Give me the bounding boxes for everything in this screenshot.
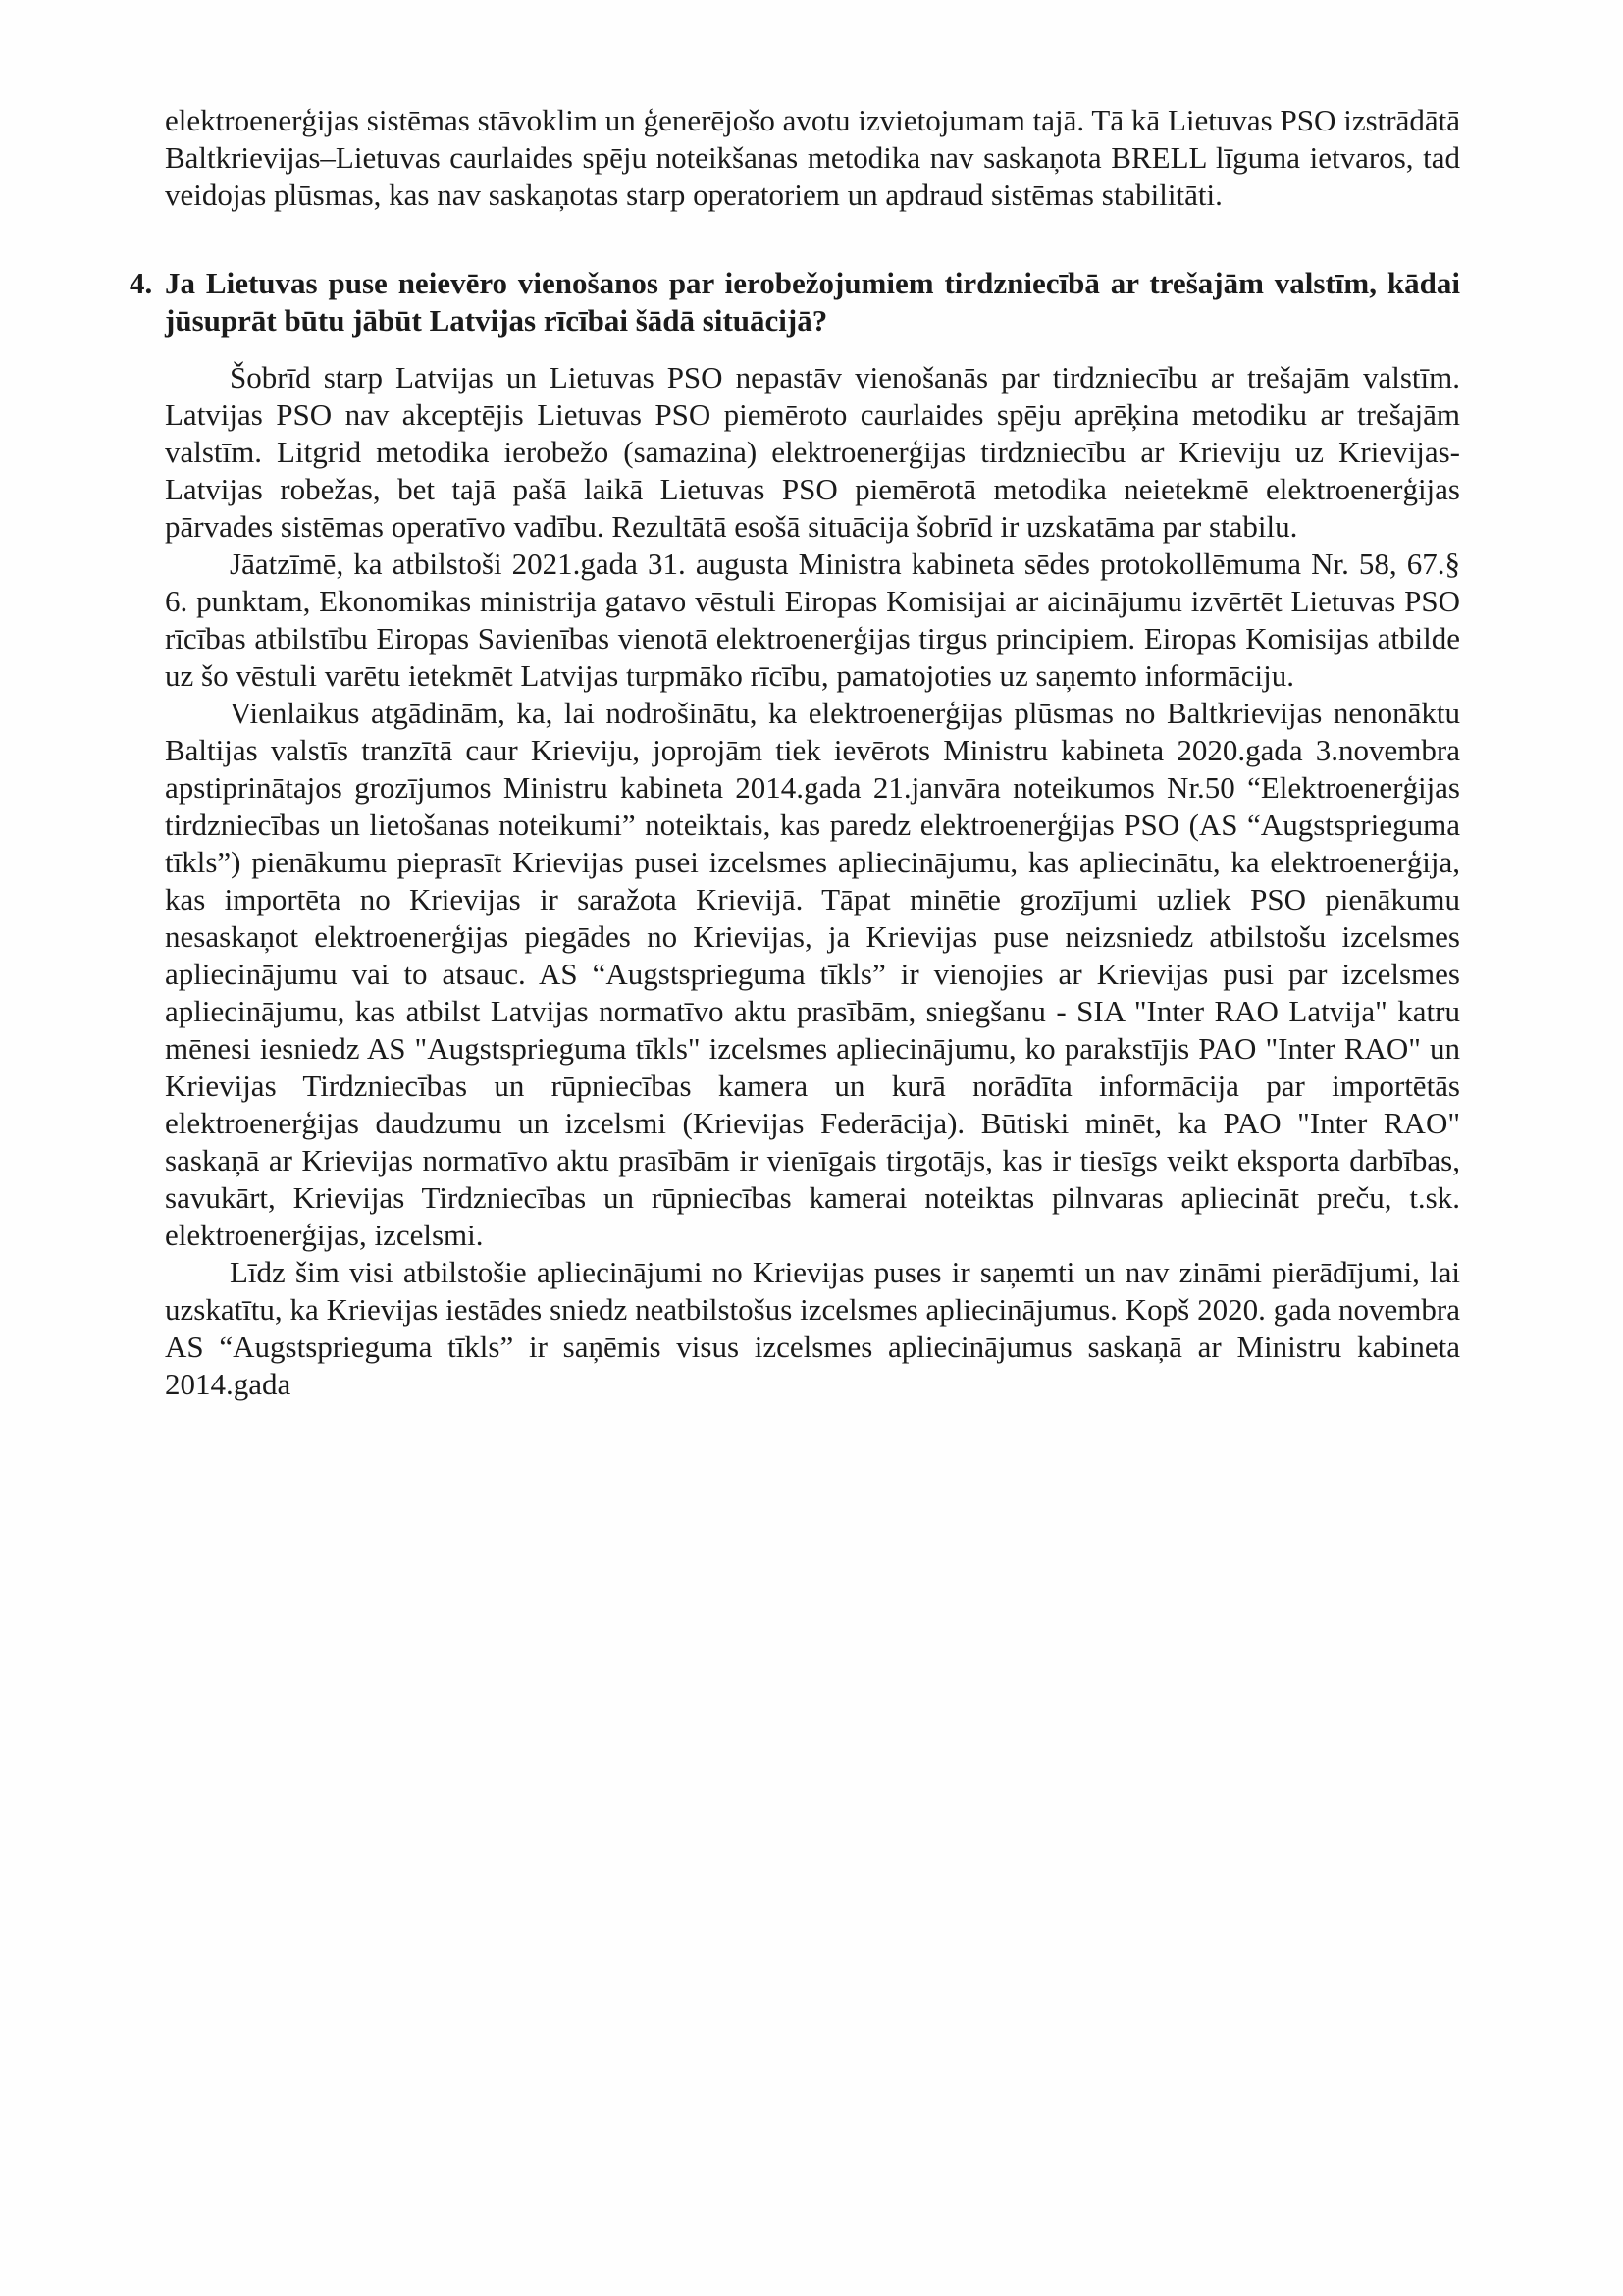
question-number: 4.	[130, 266, 153, 300]
question-text: Ja Lietuvas puse neievēro vienošanos par ierobežojumiem tirdzniecībā ar trešajām valstīm, kādai jūsuprāt būtu jābūt Latvijas rīcībai šādā situācijā?	[165, 266, 1460, 338]
question-heading	[130, 265, 1460, 339]
body-paragraph-1: Šobrīd starp Latvijas un Lietuvas PSO nepastāv vienošanās par tirdzniecību ar trešajām valstīm. Latvijas PSO nav akceptējis Lietuvas PSO piemēroto caurlaides spēju aprēķina metodiku ar trešajām valstīm. Litgrid metodika ierobežo (samazina) elektroenerģijas tirdzniecību ar Krieviju uz Krievijas-Latvijas robežas, bet tajā pašā laikā Lietuvas PSO piemērotā metodika neietekmē elektroenerģijas pārvades sistēmas operatīvo vadību. Rezultātā esošā situācija šobrīd ir uzskatāma par stabilu.	[165, 360, 1460, 544]
intro-paragraph: elektroenerģijas sistēmas stāvoklim un ģenerējošo avotu izvietojumam tajā. Tā kā Lietuvas PSO izstrādātā Baltkrievijas–Lietuvas caurlaides spēju noteikšanas metodika nav saskaņota BRELL līguma ietvaros, tad veidojas plūsmas, kas nav saskaņotas starp operatoriem un apdraud sistēmas stabilitāti.	[165, 103, 1460, 212]
body-paragraph-3: Vienlaikus atgādinām, ka, lai nodrošinātu, ka elektroenerģijas plūsmas no Baltkrievijas nenonāktu Baltijas valstīs tranzītā caur Krieviju, joprojām tiek ievērots Ministru kabineta 2020.gada 3.novembra apstiprinātajos grozījumos Ministru kabineta 2014.gada 21.janvāra noteikumos Nr.50 “Elektroenerģijas tirdzniecības un lietošanas noteikumi” noteiktais, kas paredz elektroenerģijas PSO (AS “Augstsprieguma tīkls”) pienākumu pieprasīt Krievijas pusei izcelsmes apliecinājumu, kas apliecinātu, ka elektroenerģija, kas importēta no Krievijas ir saražota Krievijā. Tāpat minētie grozījumi uzliek PSO pienākumu nesaskaņot elektroenerģijas piegādes no Krievijas, ja Krievijas puse neizsniedz atbilstošu izcelsmes apliecinājumu vai to atsauc. AS “Augstsprieguma tīkls” ir vienojies ar Krievijas pusi par izcelsmes apliecinājumu, kas atbilst Latvijas normatīvo aktu prasībām, sniegšanu - SIA "Inter RAO Latvija" katru mēnesi iesniedz AS "Augstsprieguma tīkls" izcelsmes apliecinājumu, ko parakstījis PAO "Inter RAO" un Krievijas Tirdzniecības un rūpniecības kamera un kurā norādīta informācija par importētās elektroenerģijas daudzumu un izcelsmi (Krievijas Federācija). Būtiski minēt, ka PAO "Inter RAO" saskaņā ar Krievijas normatīvo aktu prasībām ir vienīgais tirgotājs, kas ir tiesīgs veikt eksporta darbības, savukārt, Krievijas Tirdzniecības un rūpniecības kamerai noteiktas pilnvaras apliecināt preču, t.sk. elektroenerģijas, izcelsmi.	[165, 696, 1460, 1252]
body-paragraph-2: Jāatzīmē, ka atbilstoši 2021.gada 31. augusta Ministra kabineta sēdes protokollēmuma Nr. 58, 67.§ 6. punktam, Ekonomikas ministrija gatavo vēstuli Eiropas Komisijai ar aicinājumu izvērtēt Lietuvas PSO rīcības atbilstību Eiropas Savienības vienotā elektroenerģijas tirgus principiem. Eiropas Komisijas atbilde uz šo vēstuli varētu ietekmēt Latvijas turpmāko rīcību, pamatojoties uz saņemto informāciju.	[165, 547, 1460, 693]
body-paragraph-4: Līdz šim visi atbilstošie apliecinājumi no Krievijas puses ir saņemti un nav zināmi pierādījumi, lai uzskatītu, ka Krievijas iestādes sniedz neatbilstošus izcelsmes apliecinājumus. Kopš 2020. gada novembra AS “Augstsprieguma tīkls” ir saņēmis visus izcelsmes apliecinājumus saskaņā ar Ministru kabineta 2014.gada	[165, 1255, 1460, 1401]
